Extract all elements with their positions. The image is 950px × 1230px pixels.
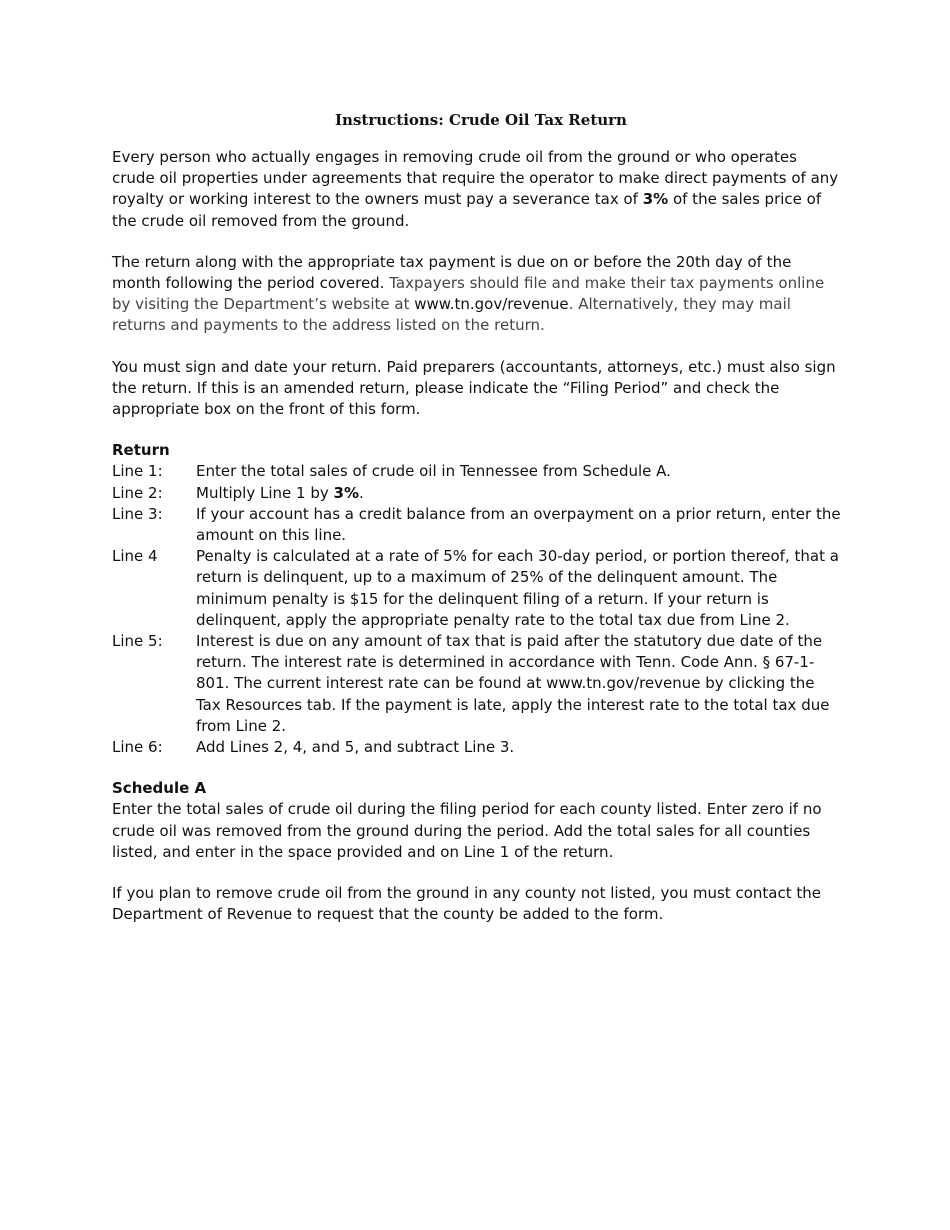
return-line-2 [112,483,842,504]
document-page [112,111,842,926]
line-label: Line 4 [112,547,158,566]
revenue-website-link[interactable]: www.tn.gov/revenue [414,295,569,314]
return-section [112,440,842,758]
line-label: Line 1: [112,462,163,481]
line-2-period: . [358,483,364,502]
mail-returns-text: . Alternatively, they may mail returns and payments to the address listed on the return. [112,295,791,335]
return-line-1 [112,461,842,482]
line-label: Line 6: [112,738,163,757]
line-text: Add Lines 2, 4, and 5, and subtract Line 3. [196,738,515,757]
page-title: Instructions: Crude Oil Tax Return [335,111,627,129]
line-2-rate: 3% [333,483,359,502]
return-line-4 [112,546,842,631]
county-not-listed-paragraph: If you plan to remove crude oil from the ground in any county not listed, you must contact the Department of Revenue to request that the county be added to the form. [112,884,821,924]
line-text: If your account has a credit balance from an overpayment on a prior return, enter the amount on this line. [196,504,841,545]
line-text [196,483,842,504]
return-line-6 [112,737,842,758]
return-line-5 [112,631,842,737]
schedule-a-heading: Schedule A [112,779,207,798]
online-filing-text: Taxpayers should file and make their tax payments online by visiting the Department’s website at [112,274,825,314]
due-date-paragraph [112,252,842,337]
line-label: Line 2: [112,483,163,502]
schedule-a-paragraph: Enter the total sales of crude oil during the filing period for each county listed. Enter zero if no crude oil was removed from the ground during the period. Add the total sales for all counties listed, and enter in the space provided and on Line 1 of the return. [112,800,822,861]
severance-tax-rate: 3% [642,190,669,209]
schedule-a-section [112,778,842,925]
severance-tax-text-end: of the sales price of the crude oil removed from the ground. [112,190,822,230]
line-2-text: Multiply Line 1 by [196,483,334,502]
line-label: Line 5: [112,632,163,651]
return-line-3 [112,504,842,546]
line-text: Enter the total sales of crude oil in Tennessee from Schedule A. [196,462,671,481]
sign-return-paragraph: You must sign and date your return. Paid preparers (accountants, attorneys, etc.) must also sign the return. If this is an amended return, please indicate the “Filing Period” and check the appropriate box on the front of this form. [112,357,836,419]
return-heading: Return [112,441,170,460]
line-text: Interest is due on any amount of tax that is paid after the statutory due date of the return. The interest rate is determined in accordance with Tenn. Code Ann. § 67-1-801. The current interest rate can be found at www.tn.gov/revenue by clicking the Tax Resources tab. If the payment is late, apply the interest rate to the total tax due from Line 2. [196,632,830,735]
line-label: Line 3: [112,504,163,523]
due-date-text: The return along with the appropriate tax payment is due on or before the 20th day of the month following the period covered. [112,252,792,293]
line-text: Penalty is calculated at a rate of 5% for each 30-day period, or portion thereof, that a return is delinquent, up to a maximum of 25% of the delinquent amount. The minimum penalty is $15 for the delinquent filing of a return. If your return is delinquent, apply the appropriate penalty rate to the total tax due from Line 2. [196,547,839,629]
severance-tax-text: Every person who actually engages in removing crude oil from the ground or who operates crude oil properties under agreements that require the operator to make direct payments of any royalty or working interest to the owners must pay a severance tax of [112,148,839,209]
severance-tax-paragraph [112,147,842,232]
